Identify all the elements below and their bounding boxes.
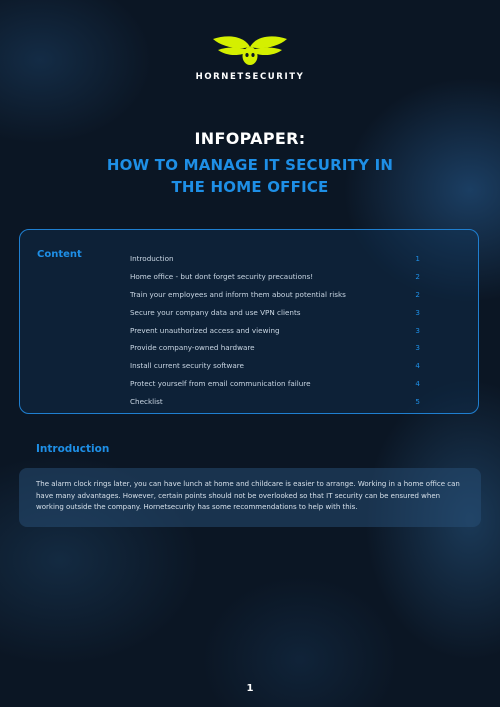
introduction-heading: Introduction xyxy=(36,443,110,455)
toc-item[interactable] xyxy=(130,339,420,357)
toc-heading: Content xyxy=(37,249,82,260)
toc-item[interactable] xyxy=(130,303,420,321)
toc-item[interactable] xyxy=(130,375,420,393)
title-line-3: THE HOME OFFICE xyxy=(171,178,329,196)
toc-item-label: Train your employees and inform them about potential risks xyxy=(130,289,346,299)
toc-item-page: 2 xyxy=(415,289,420,299)
introduction-text: The alarm clock rings later, you can have lunch at home and childcare is easier to arrange. Working in a home office can have many advantages. However, certain points should not be overlooked so that IT security can be ensured when working outside the company. Hornetsecurity has some recommendations to help with this. xyxy=(19,468,481,527)
toc-item-page: 4 xyxy=(415,378,420,388)
brand-name: HORNETSECURITY xyxy=(195,72,305,82)
toc-item-page: 3 xyxy=(415,325,420,335)
toc-item-page: 2 xyxy=(415,272,420,282)
toc-item-label: Protect yourself from email communication failure xyxy=(130,378,311,388)
toc-item[interactable] xyxy=(130,268,420,286)
toc-list xyxy=(130,250,420,410)
table-of-contents xyxy=(19,229,479,414)
title-line-2: HOW TO MANAGE IT SECURITY IN xyxy=(106,156,394,174)
toc-item[interactable] xyxy=(130,286,420,304)
toc-item-page: 5 xyxy=(415,396,420,406)
toc-item-label: Install current security software xyxy=(130,361,244,371)
toc-item[interactable] xyxy=(130,250,420,268)
toc-item-page: 1 xyxy=(415,254,420,264)
toc-item-page: 3 xyxy=(415,343,420,353)
toc-item-label: Introduction xyxy=(130,254,174,264)
title-subtitle xyxy=(0,154,500,198)
title-line-1: INFOPAPER: xyxy=(194,129,306,148)
toc-item-page: 3 xyxy=(415,307,420,317)
toc-item[interactable] xyxy=(130,392,420,410)
toc-item-page: 4 xyxy=(415,361,420,371)
toc-item-label: Prevent unauthorized access and viewing xyxy=(130,325,280,335)
page-title xyxy=(0,129,500,198)
toc-item[interactable] xyxy=(130,321,420,339)
brand-logo xyxy=(0,34,500,82)
toc-item[interactable] xyxy=(130,357,420,375)
toc-item-label: Provide company-owned hardware xyxy=(130,343,255,353)
hornet-icon xyxy=(210,34,290,68)
toc-item-label: Secure your company data and use VPN clients xyxy=(130,307,301,317)
toc-item-label: Checklist xyxy=(130,396,163,406)
page-number: 1 xyxy=(246,683,254,694)
toc-item-label: Home office - but dont forget security precautions! xyxy=(130,272,314,282)
